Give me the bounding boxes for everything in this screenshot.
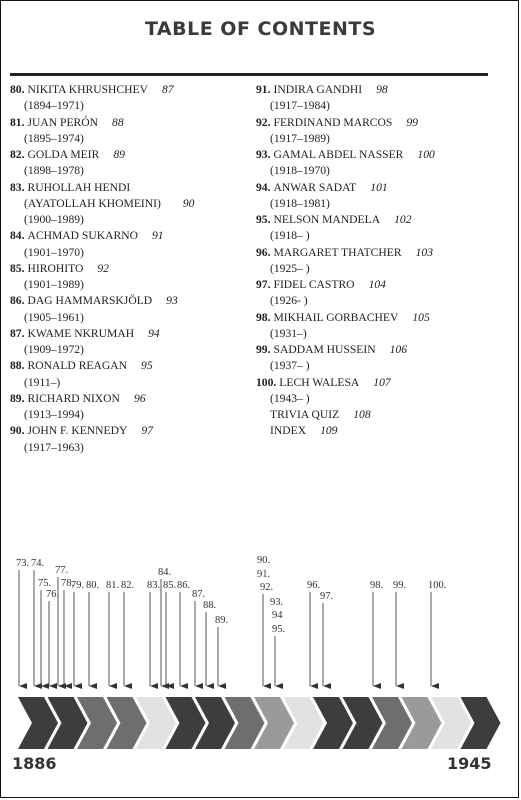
toc-entry [256,245,516,278]
entry-page: 95 [141,359,153,373]
entry-dates: (1925– ) [270,261,310,275]
toc-entry-heading [256,342,516,358]
toc-left-column [10,82,250,456]
timeline-label: 74. [31,558,45,569]
entry-page: 102 [394,213,412,226]
timeline-label: 79. [71,580,85,591]
toc-entry-heading [256,245,516,261]
entry-page: 103 [415,245,433,259]
entry-number: 94. [256,180,271,194]
timeline-label: 87. [192,589,206,600]
toc-entry-heading [10,261,250,277]
toc-entry [10,358,250,391]
entry-name: LECH WALESA [279,375,360,389]
timeline-label: 100. [428,580,447,591]
toc-entry-heading [10,180,250,196]
entry-name: MARGARET THATCHER [273,245,402,259]
entry-page: 98 [376,83,388,96]
entry-page: 87 [161,83,174,96]
entry-page: 97 [141,424,153,438]
toc-entry [256,310,516,343]
entry-page: 107 [373,375,391,389]
toc-entry-heading [256,212,516,228]
entry-name: ACHMAD SUKARNO [27,229,138,243]
timeline-label: 93. [270,597,284,608]
entry-number: 97. [256,278,271,291]
toc-extra-entry [256,423,516,439]
entry-name: RONALD REAGAN [27,359,128,373]
entry-dates: (1917–1963) [24,440,84,454]
entry-name: GAMAL ABDEL NASSER [273,148,404,161]
toc-entry-heading [256,82,516,98]
entry-page: 89 [113,148,125,161]
entry-dates: (1894–1971) [24,99,84,113]
toc-entry-heading [10,423,250,439]
toc-entry [256,277,516,310]
entry-page: 104 [368,278,386,291]
extra-page: 109 [320,424,338,438]
entry-number: 93. [256,148,271,161]
entry-dates: (1918–1981) [270,196,330,210]
toc-entry [256,180,516,213]
entry-dates: (1937– ) [270,359,310,373]
entry-name: HIROHITO [27,261,84,275]
entry-page: 96 [133,391,146,405]
entry-page: 91 [151,229,164,243]
timeline-label: 80. [86,580,100,591]
entry-name: DAG HAMMARSKJÖLD [27,294,153,308]
timeline-label: 86. [177,580,191,591]
toc-entry [256,375,516,408]
toc-entry [10,180,250,229]
entry-number: 91. [256,83,271,96]
entry-dates: (1901–1989) [24,278,84,291]
timeline-label: 88. [203,600,217,611]
entry-number: 86. [10,294,25,308]
toc-entry [10,293,250,326]
toc-entry-heading [256,310,516,326]
entry-dates: (1901–1970) [24,245,84,259]
toc-entry-heading [10,228,250,244]
toc-entry-heading [10,293,250,309]
toc-entry-heading [256,375,516,391]
timeline [0,540,521,780]
entry-number: 82. [10,148,25,161]
entry-number: 99. [256,343,271,356]
page-title: TABLE OF CONTENTS [144,18,377,40]
timeline-label: 99. [393,580,407,591]
timeline-label: 92. [260,582,274,593]
toc-entry [10,228,250,261]
entry-name: JUAN PERÓN [27,115,99,129]
entry-dates: (1905–1961) [24,310,84,324]
entry-number: 85. [10,261,25,275]
entry-page: 101 [370,180,388,194]
entry-number: 87. [10,326,25,340]
entry-number: 90. [10,424,25,438]
entry-number: 100. [256,375,277,389]
toc-right-column [256,82,516,440]
extra-page: 108 [353,408,371,421]
toc-entry-heading [10,391,250,407]
toc-entry-heading [10,326,250,342]
entry-number: 98. [256,310,271,324]
entry-dates: (1917–1989) [270,131,330,145]
toc-entry [10,391,250,424]
timeline-label: 75. [38,578,52,589]
entry-dates: (1898–1978) [24,164,84,178]
toc-entry [256,342,516,375]
timeline-label: 94 [272,610,283,621]
timeline-label: 97. [320,591,334,602]
timeline-label: 81. [106,580,120,591]
title-rule [10,73,488,76]
toc-extra-entry [256,407,516,423]
timeline-label: 89. [215,615,229,626]
start-year: 1886 [12,754,57,773]
entry-page: 92 [97,261,109,275]
entry-number: 83. [10,180,25,194]
entry-name: RICHARD NIXON [27,391,120,405]
entry-name: GOLDA MEIR [27,148,100,161]
timeline-label: 73. [16,558,30,569]
entry-number: 81. [10,115,25,129]
entry-dates: (1909–1972) [24,343,84,356]
entry-alt-name: (AYATOLLAH KHOMEINI) [24,196,161,210]
timeline-label: 85. [163,580,177,591]
entry-name: KWAME NKRUMAH [27,326,135,340]
timeline-label: 96. [307,580,321,591]
timeline-label: 76. [46,589,60,600]
entry-number: 80. [10,83,25,96]
toc-entry [10,82,250,115]
entry-number: 95. [256,213,271,226]
toc-entry-heading [256,115,516,131]
timeline-label: 95. [272,624,286,635]
entry-page: 88 [112,115,124,129]
toc-entry-heading [10,147,250,163]
entry-dates: (1895–1974) [24,131,84,145]
entry-number: 92. [256,115,271,129]
toc-entry [10,326,250,359]
toc-entry-subname [10,196,250,212]
entry-dates: (1926- ) [270,294,308,308]
toc-entry-heading [10,358,250,374]
entry-page: 90 [182,196,195,210]
timeline-label: 91. [257,569,271,580]
entry-name: RUHOLLAH HENDI [27,180,131,194]
timeline-label: 83. [147,580,161,591]
entry-page: 105 [412,310,430,324]
entry-page: 93 [166,294,178,308]
timeline-label: 98. [370,580,384,591]
entry-name: NIKITA KHRUSHCHEV [27,83,148,96]
entry-name: MIKHAIL GORBACHEV [273,310,399,324]
entry-number: 89. [10,391,25,405]
timeline-label: 78. [61,578,75,589]
entry-name: SADDAM HUSSEIN [273,343,376,356]
toc-entry [256,147,516,180]
entry-dates: (1911–) [24,375,61,389]
toc-entry-heading [256,277,516,293]
entry-dates: (1917–1984) [270,99,330,113]
entry-dates: (1931–) [270,326,307,340]
extra-name: INDEX [270,424,307,438]
entry-dates: (1918– ) [270,229,310,243]
entry-dates: (1918–1970) [270,164,330,178]
entry-name: ANWAR SADAT [273,180,357,194]
toc-entry-heading [256,147,516,163]
end-year: 1945 [447,754,492,773]
entry-number: 96. [256,245,271,259]
entry-page: 99 [406,115,418,129]
toc-entry [256,212,516,245]
entry-page: 94 [148,326,160,340]
entry-number: 88. [10,359,25,373]
entry-name: JOHN F. KENNEDY [27,424,128,438]
entry-page: 106 [389,343,407,356]
timeline-label: 90. [257,555,271,566]
toc-entry [10,261,250,294]
entry-name: INDIRA GANDHI [273,83,363,96]
entry-dates: (1913–1994) [24,408,84,421]
toc-entry-heading [256,180,516,196]
toc-entry [10,147,250,180]
toc-entry [256,115,516,148]
entry-number: 84. [10,229,25,243]
timeline-label: 82. [121,580,135,591]
entry-name: FIDEL CASTRO [273,278,355,291]
entry-dates: (1943– ) [270,391,310,405]
timeline-label: 84. [158,567,172,578]
toc-entry [10,115,250,148]
extra-name: TRIVIA QUIZ [270,408,340,421]
entry-page: 100 [417,148,435,161]
toc-entry [256,82,516,115]
timeline-label: 77. [55,565,69,576]
entry-name: NELSON MANDELA [273,213,381,226]
toc-entry-heading [10,115,250,131]
entry-name: FERDINAND MARCOS [273,115,393,129]
toc-entry [10,423,250,456]
toc-entry-heading [10,82,250,98]
entry-dates: (1900–1989) [24,213,84,226]
